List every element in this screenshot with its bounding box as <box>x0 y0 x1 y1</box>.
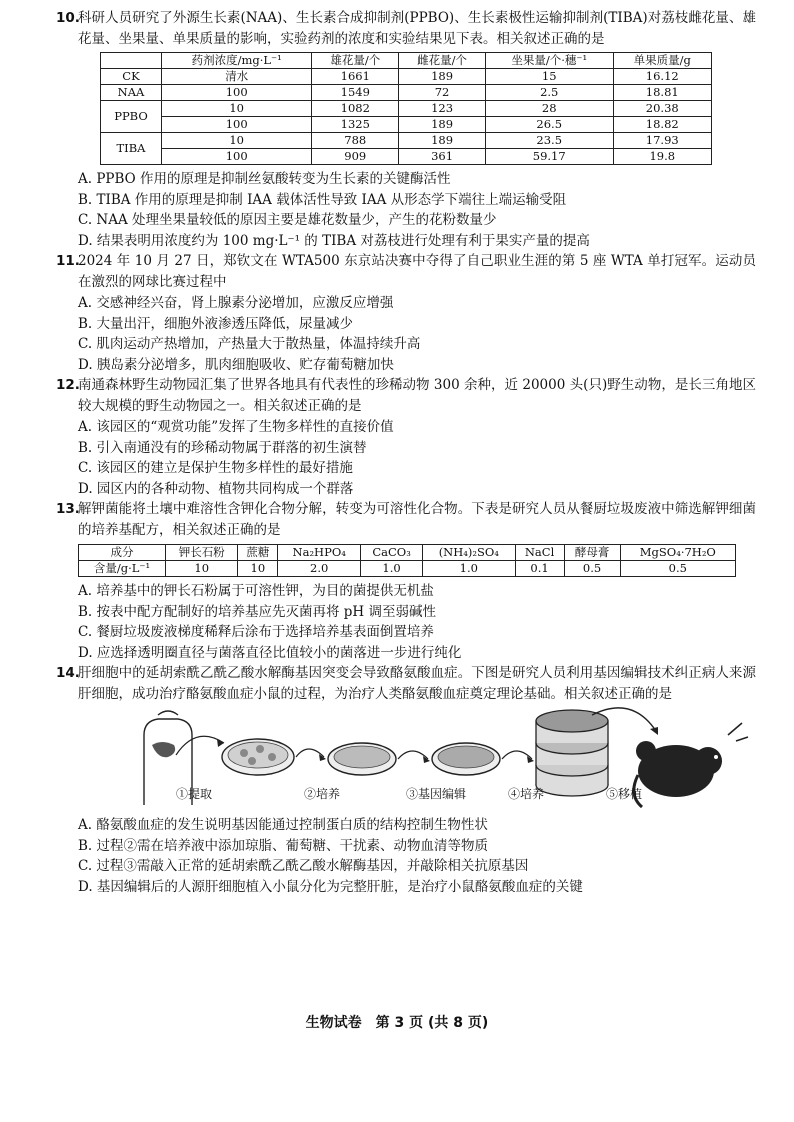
table-cell: 28 <box>485 101 613 117</box>
table-cell: 2.0 <box>278 561 361 577</box>
table-row <box>101 101 712 117</box>
table-cell: 0.5 <box>620 561 735 577</box>
option-c: C. 过程③需敲入正常的延胡索酰乙酰乙酸水解酶基因，并敲除相关抗原基因 <box>78 858 529 874</box>
table-row <box>79 561 736 577</box>
question-number: 12. <box>56 377 80 393</box>
option-a: A. PPBO 作用的原理是抑制丝氨酸转变为生长素的关键酶活性 <box>78 171 451 187</box>
table-cell: 18.81 <box>613 85 711 101</box>
question-stem: 南通森林野生动物园汇集了世界各地具有代表性的珍稀动物 300 余种，近 20000 头(只)野生动物，是长三角地区较大规模的野生动物园之一。相关叙述正确的是 <box>78 377 756 414</box>
table-cell: 1549 <box>312 85 399 101</box>
option-d: D. 基因编辑后的人源肝细胞植入小鼠分化为完整肝脏，是治疗小鼠酪氨酸血症的关键 <box>78 878 583 895</box>
step-2-label: ②培养 <box>304 787 341 801</box>
table-cell: 10 <box>161 133 311 149</box>
table-cell: 909 <box>312 149 399 165</box>
step-1-label: ①提取 <box>176 787 213 801</box>
table-header-row <box>79 545 736 561</box>
table-header-cell: CaCO₃ <box>361 545 423 561</box>
table-cell: 1325 <box>312 117 399 133</box>
table-header-cell: Na₂HPO₄ <box>278 545 361 561</box>
option-d: D. 园区内的各种动物、植物共同构成一个群落 <box>78 480 354 497</box>
table-header-cell: 坐果量/个·穗⁻¹ <box>485 53 613 69</box>
table-cell: 20.38 <box>613 101 711 117</box>
auxin-results-table <box>100 52 712 165</box>
option-c: C. 肌肉运动产热增加，产热量大于散热量，体温持续升高 <box>78 336 421 352</box>
option-d: D. 胰岛素分泌增多，肌肉细胞吸收、贮存葡萄糖加快 <box>78 356 394 373</box>
gene-editing-process-figure <box>136 705 756 815</box>
table-header-cell: 成分 <box>79 545 166 561</box>
table-header-cell: 雌花量/个 <box>399 53 486 69</box>
table-cell: 15 <box>485 69 613 85</box>
question-13 <box>56 499 756 663</box>
table-header-cell: 单果质量/g <box>613 53 711 69</box>
option-c: C. NAA 处理坐果量较低的原因主要是雄花数量少，产生的花粉数量少 <box>78 212 497 228</box>
table-cell: 72 <box>399 85 486 101</box>
question-10 <box>56 8 756 251</box>
table-cell: 0.1 <box>515 561 564 577</box>
mouse-icon <box>634 723 748 807</box>
table-header-cell: (NH₄)₂SO₄ <box>422 545 515 561</box>
option-a: A. 培养基中的钾长石粉属于可溶性钾，为目的菌提供无机盐 <box>78 583 434 599</box>
table-cell: 1082 <box>312 101 399 117</box>
table-header-cell <box>101 53 162 69</box>
table-cell: 26.5 <box>485 117 613 133</box>
table-header-cell: MgSO₄·7H₂O <box>620 545 735 561</box>
option-b: B. TIBA 作用的原理是抑制 IAA 载体活性导致 IAA 从形态学下端往上端运输受阻 <box>78 191 567 208</box>
arrow-extract <box>176 736 224 755</box>
petri-dish-1-icon <box>222 739 294 775</box>
table-header-cell: 蔗糖 <box>238 545 278 561</box>
step-4-label: ④培养 <box>508 787 545 801</box>
question-12 <box>56 375 756 499</box>
table-cell: 清水 <box>161 69 311 85</box>
option-b: B. 过程②需在培养液中添加琼脂、葡萄糖、干扰素、动物血清等物质 <box>78 837 489 854</box>
table-row <box>101 69 712 85</box>
arrow-head-icon <box>650 727 658 735</box>
table-header-cell: 钾长石粉 <box>166 545 238 561</box>
table-cell: 123 <box>399 101 486 117</box>
option-c: C. 餐厨垃圾废液梯度稀释后涂布于选择培养基表面倒置培养 <box>78 624 434 640</box>
table-cell: 18.82 <box>613 117 711 133</box>
table-header-cell: 酵母膏 <box>564 545 620 561</box>
option-b: B. 大量出汗，细胞外液渗透压降低，尿量减少 <box>78 315 354 332</box>
option-b: B. 引入南通没有的珍稀动物属于群落的初生演替 <box>78 439 367 456</box>
table-cell: 100 <box>161 117 311 133</box>
table-cell: 788 <box>312 133 399 149</box>
table-cell: 100 <box>161 149 311 165</box>
table-cell: 0.5 <box>564 561 620 577</box>
table-cell: 189 <box>399 117 486 133</box>
question-stem: 解钾菌能将土壤中难溶性含钾化合物分解，转变为可溶性化合物。下表是研究人员从餐厨垃圾废液中筛选解钾细菌的培养基配方，相关叙述正确的是 <box>78 501 756 538</box>
table-cell: 100 <box>161 85 311 101</box>
medium-recipe-table <box>78 544 736 577</box>
question-number: 10. <box>56 10 80 26</box>
table-header-row <box>101 53 712 69</box>
table-cell: 1.0 <box>422 561 515 577</box>
table-cell: 10 <box>161 101 311 117</box>
table-cell: 361 <box>399 149 486 165</box>
page-footer: 生物试卷 第 3 页 (共 8 页) <box>305 1015 489 1031</box>
table-cell: 16.12 <box>613 69 711 85</box>
table-cell: TIBA <box>101 133 162 165</box>
table-cell: 10 <box>166 561 238 577</box>
table-cell: 2.5 <box>485 85 613 101</box>
table-cell: PPBO <box>101 101 162 133</box>
petri-dish-3-icon <box>432 743 500 775</box>
option-a: A. 酪氨酸血症的发生说明基因能通过控制蛋白质的结构控制生物性状 <box>78 817 488 833</box>
table-cell: 17.93 <box>613 133 711 149</box>
option-a: A. 交感神经兴奋，肾上腺素分泌增加，应激反应增强 <box>78 295 394 311</box>
table-row <box>101 117 712 133</box>
question-number: 14. <box>56 665 80 681</box>
table-cell: CK <box>101 69 162 85</box>
question-number: 11. <box>56 253 80 269</box>
table-cell: 1.0 <box>361 561 423 577</box>
arrow-head-icon <box>217 739 224 747</box>
table-header-cell: 雄花量/个 <box>312 53 399 69</box>
option-a: A. 该园区的“观赏功能”发挥了生物多样性的直接价值 <box>78 419 394 435</box>
table-cell: NAA <box>101 85 162 101</box>
option-c: C. 该园区的建立是保护生物多样性的最好措施 <box>78 460 353 476</box>
stacked-dishes-icon <box>536 710 608 796</box>
petri-dish-2-icon <box>328 743 396 775</box>
liver-icon <box>152 742 175 757</box>
table-row <box>101 85 712 101</box>
table-cell: 19.8 <box>613 149 711 165</box>
question-stem: 2024 年 10 月 27 日，郑钦文在 WTA500 东京站决赛中夺得了自己职业生涯的第 5 座 WTA 单打冠军。运动员在激烈的网球比赛过程中 <box>78 253 756 290</box>
step-3-label: ③基因编辑 <box>406 787 467 801</box>
option-b: B. 按表中配方配制好的培养基应先灭菌再将 pH 调至弱碱性 <box>78 603 436 620</box>
question-14 <box>56 663 756 897</box>
question-stem: 肝细胞中的延胡索酰乙酰乙酸水解酶基因突变会导致酪氨酸血症。下图是研究人员利用基因编辑技术纠正病人来源肝细胞，成功治疗酪氨酸血症小鼠的过程，为治疗人类酪氨酸血症奠定理论基础。相关叙述正确的是 <box>78 665 756 702</box>
table-row <box>101 133 712 149</box>
table-cell: 189 <box>399 133 486 149</box>
option-d: D. 应选择透明圈直径与菌落直径比值较小的菌落进一步进行纯化 <box>78 644 462 661</box>
table-row <box>101 149 712 165</box>
table-cell: 189 <box>399 69 486 85</box>
question-stem: 科研人员研究了外源生长素(NAA)、生长素合成抑制剂(PPBO)、生长素极性运输抑制剂(TIBA)对荔枝雌花量、雄花量、坐果量、单果质量的影响，实验药剂的浓度和实验结果见下表。相关叙述正确的是 <box>78 10 756 47</box>
table-cell: 1661 <box>312 69 399 85</box>
table-header-cell: 药剂浓度/mg·L⁻¹ <box>161 53 311 69</box>
option-d: D. 结果表明用浓度约为 100 mg·L⁻¹ 的 TIBA 对荔枝进行处理有利于果实产量的提高 <box>78 232 590 249</box>
table-cell: 59.17 <box>485 149 613 165</box>
exam-page <box>56 8 756 897</box>
table-cell: 含量/g·L⁻¹ <box>79 561 166 577</box>
question-number: 13. <box>56 501 80 517</box>
table-cell: 23.5 <box>485 133 613 149</box>
step-5-label: ⑤移植 <box>606 787 643 801</box>
table-header-cell: NaCl <box>515 545 564 561</box>
table-cell: 10 <box>238 561 278 577</box>
question-11 <box>56 251 756 375</box>
